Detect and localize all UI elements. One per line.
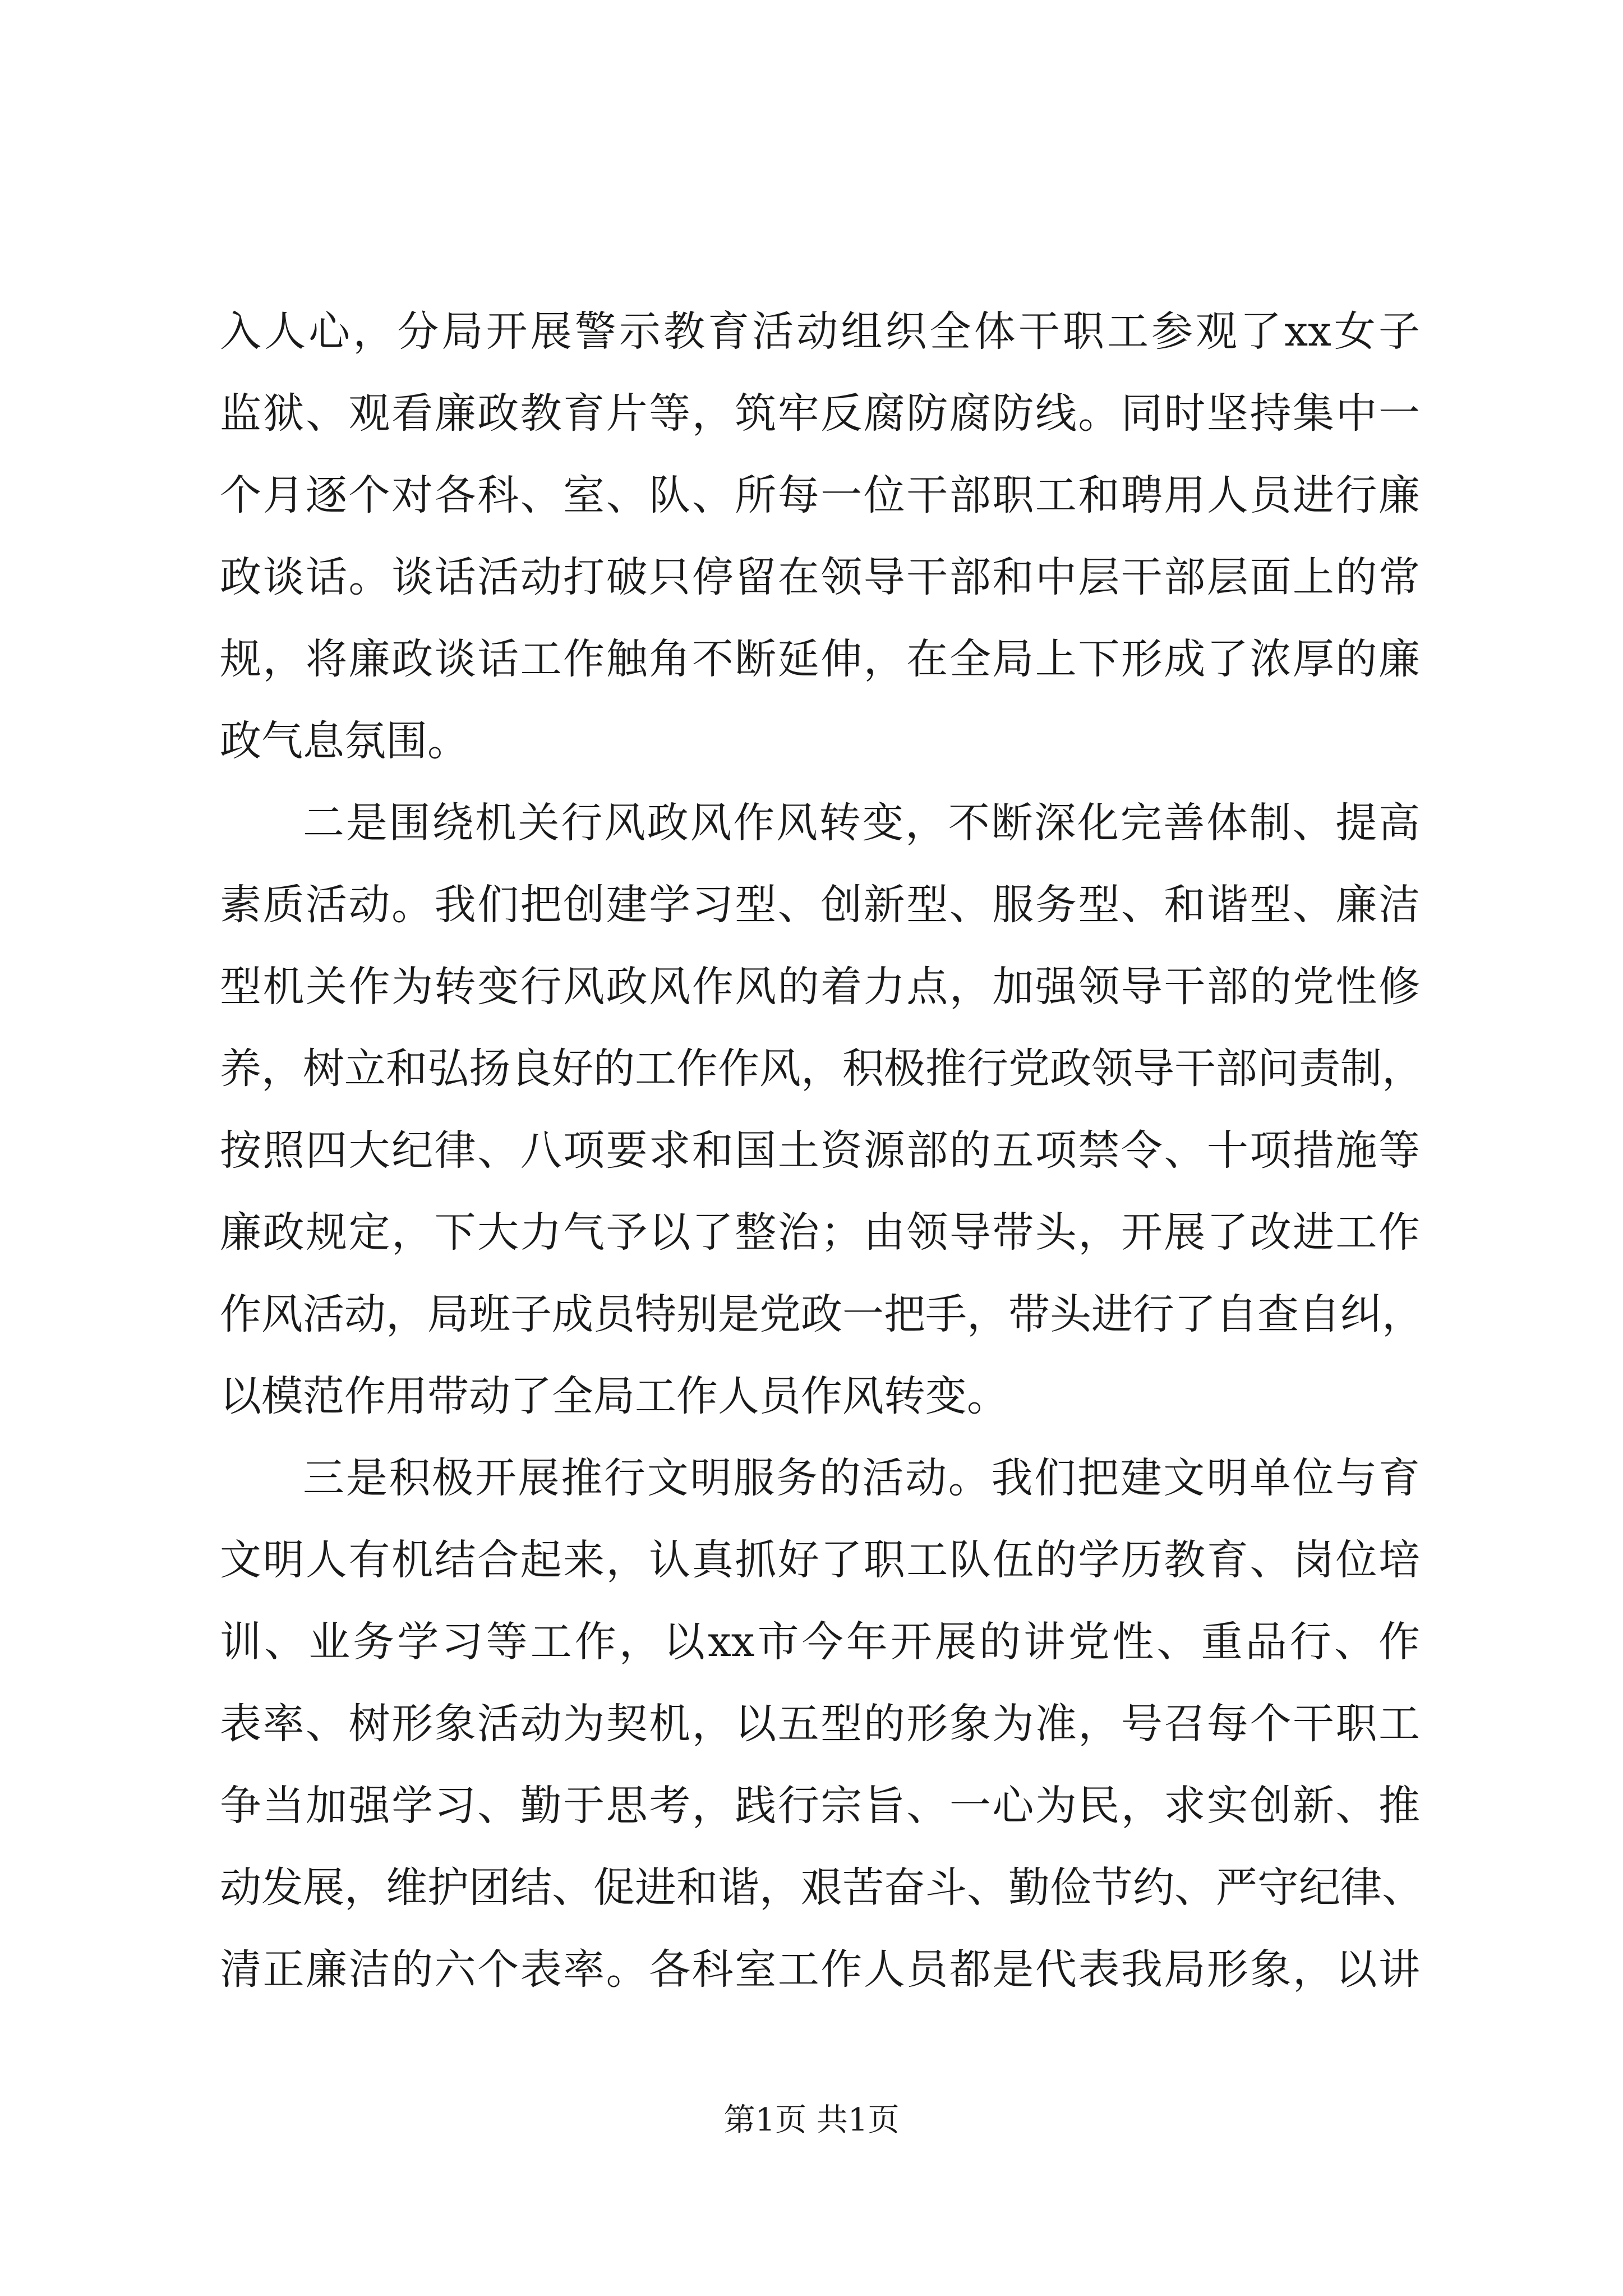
text-line: 训、业务学习等工作，以xx市今年开展的讲党性、重品行、作	[220, 1618, 1420, 1666]
text-line: 监狱、观看廉政教育片等，筑牢反腐防腐防线。同时坚持集中一	[220, 389, 1420, 438]
text-line: 表率、树形象活动为契机，以五型的形象为准，号召每个干职工	[220, 1700, 1420, 1748]
text-line: 清正廉洁的六个表率。各科室工作人员都是代表我局形象，以讲	[220, 1945, 1420, 1994]
paragraph	[220, 782, 1423, 1437]
text-line: 作风活动，局班子成员特别是党政一把手，带头进行了自查自纠，	[220, 1290, 1423, 1338]
text-line: 三是积极开展推行文明服务的活动。我们把建文明单位与育	[303, 1454, 1420, 1502]
text-line: 文明人有机结合起来，认真抓好了职工队伍的学历教育、岗位培	[220, 1536, 1420, 1584]
paragraph	[220, 1437, 1423, 2010]
text-line: 以模范作用带动了全局工作人员作风转变。	[220, 1372, 1008, 1420]
text-line: 型机关作为转变行风政风作风的着力点，加强领导干部的党性修	[220, 963, 1420, 1011]
text-line: 按照四大纪律、八项要求和国土资源部的五项禁令、十项措施等	[220, 1126, 1420, 1175]
text-line: 二是围绕机关行风政风作风转变，不断深化完善体制、提高	[303, 799, 1420, 847]
text-line: 政谈话。谈话活动打破只停留在领导干部和中层干部层面上的常	[220, 553, 1420, 601]
text-line: 个月逐个对各科、室、队、所每一位干部职工和聘用人员进行廉	[220, 471, 1420, 519]
page-footer: 第1页 共1页	[723, 2102, 900, 2138]
text-line: 政气息氛围。	[220, 717, 469, 765]
paragraph	[220, 291, 1420, 782]
text-line: 入人心，分局开展警示教育活动组织全体干职工参观了xx女子	[220, 307, 1420, 356]
text-line: 争当加强学习、勤于思考，践行宗旨、一心为民，求实创新、推	[220, 1782, 1420, 1830]
text-line: 动发展，维护团结、促进和谐，艰苦奋斗、勤俭节约、严守纪律、	[220, 1864, 1423, 1912]
text-line: 养，树立和弘扬良好的工作作风，积极推行党政领导干部问责制，	[220, 1045, 1423, 1093]
text-line: 规，将廉政谈话工作触角不断延伸，在全局上下形成了浓厚的廉	[220, 635, 1420, 683]
text-line: 素质活动。我们把创建学习型、创新型、服务型、和谐型、廉洁	[220, 881, 1420, 929]
document-body	[220, 291, 1423, 2010]
text-line: 廉政规定，下大力气予以了整治；由领导带头，开展了改进工作	[220, 1208, 1420, 1257]
